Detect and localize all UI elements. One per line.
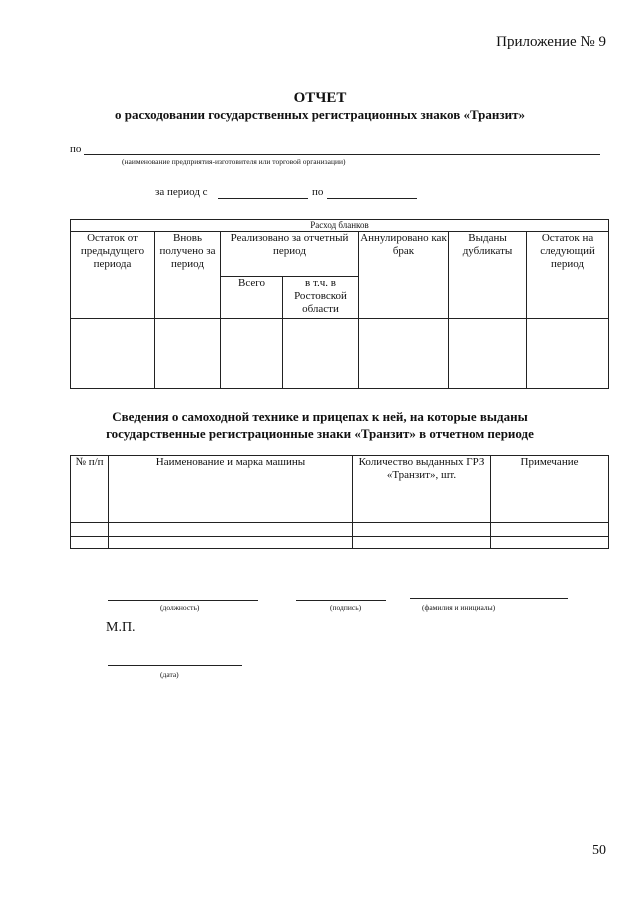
stamp-label: М.П.	[106, 620, 136, 635]
header-qty: Количество выданных ГРЗ «Транзит», шт.	[353, 456, 491, 523]
signature-caption: (подпись)	[330, 603, 362, 612]
cell-sold-rostov[interactable]	[283, 319, 359, 389]
report-subtitle: о расходовании государственных регистрационных знаков «Транзит»	[115, 107, 525, 122]
period-from-label: за период с	[155, 186, 208, 198]
header-note: Примечание	[491, 456, 609, 523]
cell-duplicates[interactable]	[449, 319, 527, 389]
row2-num[interactable]	[71, 537, 109, 549]
page-number: 50	[592, 843, 606, 858]
header-cancelled: Аннулировано как брак	[359, 232, 449, 319]
organization-field[interactable]	[84, 154, 600, 155]
full-name-caption: (фамилия и инициалы)	[422, 603, 496, 612]
header-sold-total: Всего	[221, 277, 283, 319]
row1-note[interactable]	[491, 523, 609, 537]
cell-newly-received[interactable]	[155, 319, 221, 389]
blanks-usage-table	[70, 219, 609, 389]
header-num: № п/п	[71, 456, 109, 523]
cell-remaining-prev[interactable]	[71, 319, 155, 389]
full-name-line[interactable]	[410, 598, 568, 599]
period-from-field[interactable]	[218, 198, 308, 199]
header-duplicates: Выданы дубликаты	[449, 232, 527, 319]
date-line[interactable]	[108, 665, 242, 666]
position-caption: (должность)	[160, 603, 200, 612]
report-title: ОТЧЕТ	[293, 90, 347, 106]
date-caption: (дата)	[160, 670, 179, 679]
group-header: Расход бланков	[71, 220, 609, 232]
section2-title-line1: Сведения о самоходной технике и прицепах к ней, на которые выданы	[112, 409, 528, 424]
appendix-label: Приложение № 9	[496, 34, 606, 50]
cell-cancelled[interactable]	[359, 319, 449, 389]
row1-qty[interactable]	[353, 523, 491, 537]
cell-remaining-next[interactable]	[527, 319, 609, 389]
row1-name[interactable]	[109, 523, 353, 537]
header-remaining-next: Остаток на следующий период	[527, 232, 609, 319]
period-to-label: по	[312, 186, 324, 198]
row2-note[interactable]	[491, 537, 609, 549]
header-newly-received: Вновь получено за период	[155, 232, 221, 319]
row2-name[interactable]	[109, 537, 353, 549]
organization-caption: (наименование предприятия-изготовителя или торговой организации)	[122, 157, 346, 166]
header-sold: Реализовано за отчетный период	[221, 232, 359, 277]
organization-label: по	[70, 143, 82, 155]
signature-line[interactable]	[296, 600, 386, 601]
header-machine-name: Наименование и марка машины	[109, 456, 353, 523]
period-to-field[interactable]	[327, 198, 417, 199]
header-remaining-prev: Остаток от предыдущего периода	[71, 232, 155, 319]
header-sold-rostov: в т.ч. в Ростовской области	[283, 277, 359, 319]
cell-sold-total[interactable]	[221, 319, 283, 389]
row1-num[interactable]	[71, 523, 109, 537]
section2-title-line2: государственные регистрационные знаки «Транзит» в отчетном периоде	[106, 426, 534, 441]
position-line[interactable]	[108, 600, 258, 601]
row2-qty[interactable]	[353, 537, 491, 549]
vehicles-table	[70, 455, 609, 549]
